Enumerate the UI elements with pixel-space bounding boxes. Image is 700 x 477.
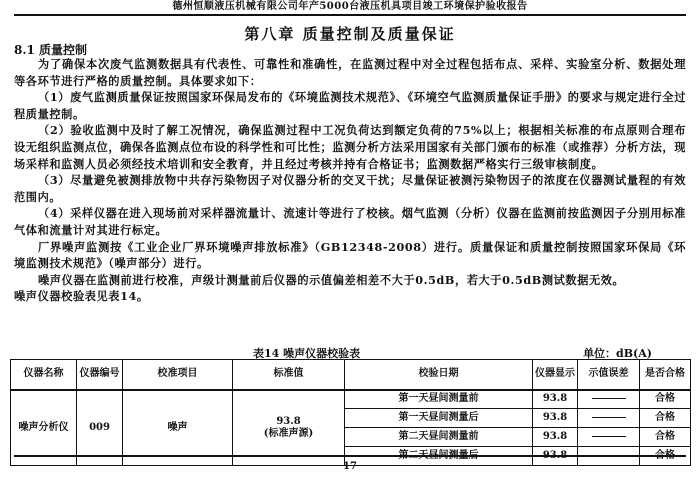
header-instrument-name: 仪器名称 <box>11 360 77 390</box>
cell-date: 第二天昼间测量前 <box>345 428 533 447</box>
cell-display: 93.8 <box>533 390 578 409</box>
cell-pass: 合格 <box>640 390 691 409</box>
cell-date: 第二天昼间测量后 <box>345 447 533 466</box>
cell-date: 第一天昼间测量后 <box>345 409 533 428</box>
cell-calibration-item: 噪声 <box>123 390 233 466</box>
paragraph-4: （4）采样仪器在进入现场前对采样器流量计、流速计等进行了校核。烟气监测（分析）仪器在监测前按监测因子分别用标准气体和流量计对其进行标定。 <box>14 206 686 237</box>
paragraph-noise-calibration: 噪声仪器在监测前进行校准，声级计测量前后仪器的示值偏差相差不大于0.5dB，若大于0.5dB测试数据无效。 <box>38 272 625 287</box>
table-unit: 单位：dB(A) <box>583 347 652 360</box>
standard-note: (标准声源) <box>263 427 314 439</box>
body-text <box>14 56 686 305</box>
header-calibration-item: 校准项目 <box>123 360 233 390</box>
cell-pass: 合格 <box>640 428 691 447</box>
cell-pass: 合格 <box>640 447 691 466</box>
table-caption <box>0 345 700 359</box>
header-instrument-display: 仪器显示 <box>533 360 578 390</box>
paragraph-table-ref: 噪声仪器校验表见表14。 <box>14 289 149 304</box>
table-header-row <box>11 360 691 390</box>
cell-error-dash <box>578 390 640 409</box>
running-header: 德州恒顺液压机械有限公司年产5000台液压机具项目竣工环境保护验收报告 <box>14 0 686 16</box>
cell-display: 93.8 <box>533 428 578 447</box>
paragraph-noise-standard: 厂界噪声监测按《工业企业厂界环境噪声排放标准》（GB12348-2008）进行。质量保证和质量控制按照国家环保局《环境监测技术规范》（噪声部分）进行。 <box>14 239 686 271</box>
cell-error-dash <box>578 409 640 428</box>
paragraph-intro: 为了确保本次废气监测数据具有代表性、可靠性和准确性，在监测过程中对全过程包括布点、采样、实验室分析、数据处理等各环节进行严格的质量控制。具体要求如下： <box>14 57 686 88</box>
cell-pass: 合格 <box>640 409 691 428</box>
header-instrument-number: 仪器编号 <box>77 360 123 390</box>
table-title: 表14 噪声仪器校验表 <box>253 347 361 360</box>
calibration-table <box>10 359 691 466</box>
header-qualified: 是否合格 <box>640 360 691 390</box>
header-calibration-date: 校验日期 <box>345 360 533 390</box>
cell-display: 93.8 <box>533 447 578 466</box>
cell-instrument-name: 噪声分析仪 <box>11 390 77 466</box>
cell-date: 第一天昼间测量前 <box>345 390 533 409</box>
paragraph-2: （2）验收监测中及时了解工况情况，确保监测过程中工况负荷达到额定负荷的75%以上；根据相关标准的布点原则合理布设无组织监测点位，确保各监测点位布设的科学性和可比性；监测分析方法采用国家有关部门颁布的标准（或推荐）分析方法，现场采样和监测人员必须经技术培训和安全教育，并且经过考核并持有合格证书；监测数据严格实行三级审核制度。 <box>14 123 686 171</box>
footer-rule <box>14 455 686 457</box>
cell-error-dash <box>578 428 640 447</box>
header-indication-error: 示值误差 <box>578 360 640 390</box>
chapter-title: 第八章 质量控制及质量保证 <box>244 25 456 43</box>
section-title: 8.1 质量控制 <box>14 43 88 57</box>
cell-display: 93.8 <box>533 409 578 428</box>
page-number: 17 <box>343 461 357 472</box>
standard-value: 93.8 <box>276 415 301 427</box>
cell-instrument-number: 009 <box>77 390 123 466</box>
table-row <box>11 390 691 409</box>
paragraph-3: （3）尽量避免被测排放物中共存污染物因子对仪器分析的交叉干扰；尽量保证被测污染物因子的浓度在仪器测试量程的有效范围内。 <box>14 173 686 204</box>
header-standard-value: 标准值 <box>233 360 345 390</box>
paragraph-1: （1）废气监测质量保证按照国家环保局发布的《环境监测技术规范》、《环境空气监测质量保证手册》的要求与规定进行全过程质量控制。 <box>14 90 686 121</box>
